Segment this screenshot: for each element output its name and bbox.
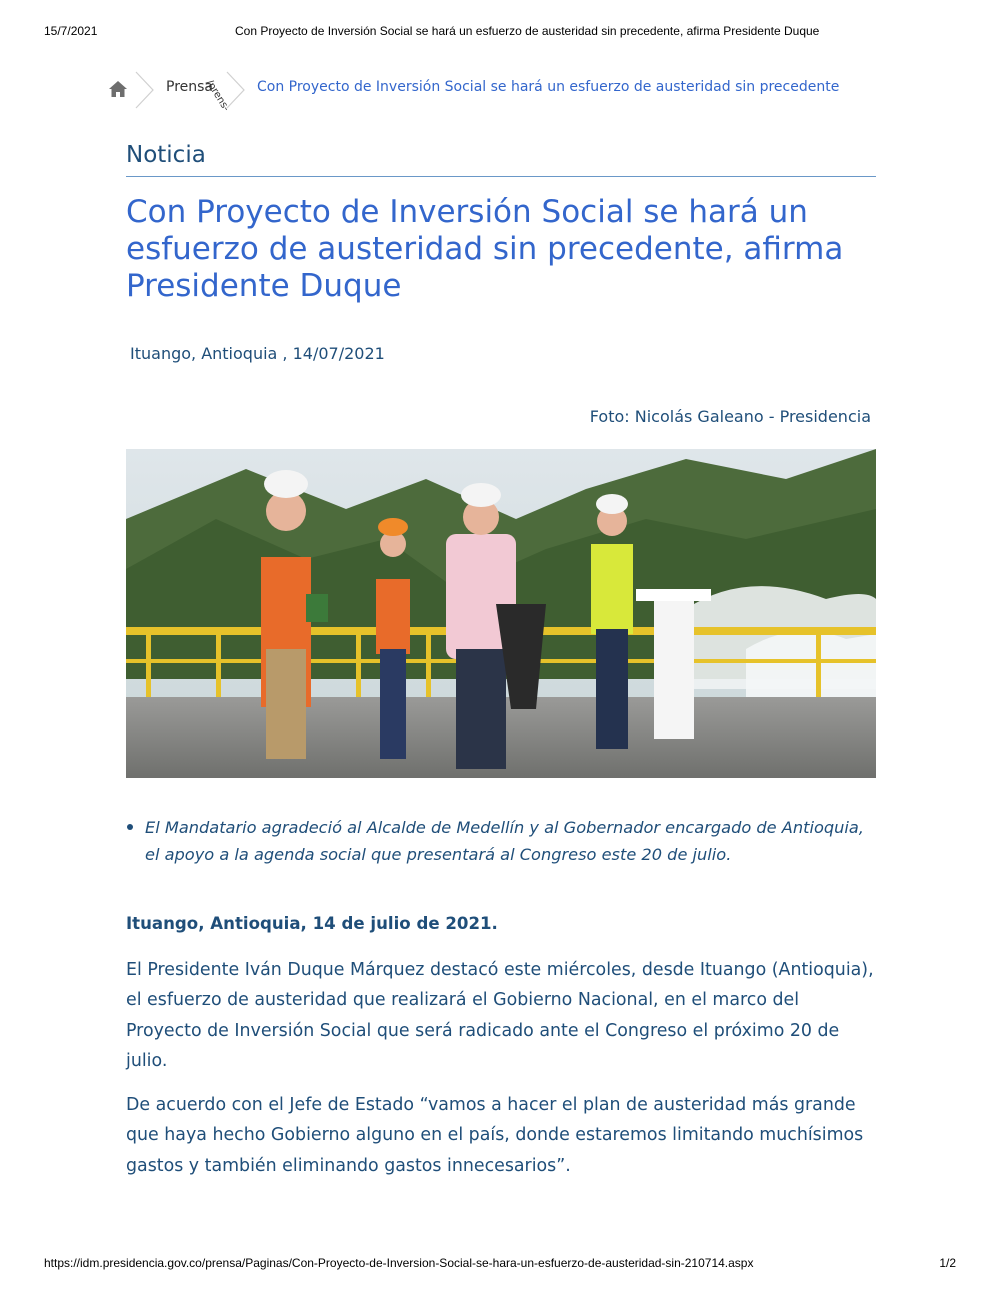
article-photo [126, 449, 876, 778]
photo-credit: Foto: Nicolás Galeano - Presidencia [589, 407, 871, 426]
list-item: El Mandatario agradeció al Alcalde de Medellín y al Gobernador encargado de Antioquia, el apoyo a la agenda social que presentará al Congreso este 20 de julio. [126, 814, 878, 868]
print-url: https://idm.presidencia.gov.co/prensa/Paginas/Con-Proyecto-de-Inversion-Social-se-hara-un-esfuerzo-de-austeridad-sin-210714.aspx [44, 1256, 754, 1270]
breadcrumb-item-current[interactable]: Con Proyecto de Inversión Social se hará un esfuerzo de austeridad sin precedente [257, 79, 840, 95]
article-paragraph: De acuerdo con el Jefe de Estado “vamos a hacer el plan de austeridad más grande que haya hecho Gobierno alguno en el país, donde estaremos limitando muchísimos gastos y también eliminando gastos innecesarios”. [126, 1095, 864, 1176]
article-paragraph: El Presidente Iván Duque Márquez destacó este miércoles, desde Ituango (Antioquia), el esfuerzo de austeridad que realizará el Gobierno Nacional, en el marco del Proyecto de Inversión Social que será radicado ante el Congreso el próximo 20 de julio. [126, 960, 874, 1072]
chevron-right-icon [224, 70, 248, 110]
article-headline: Con Proyecto de Inversión Social se hará un esfuerzo de austeridad sin precedente, afirma Presidente Duque [126, 194, 844, 304]
article-lead: Ituango, Antioquia, 14 de julio de 2021. [126, 914, 498, 933]
home-icon[interactable] [107, 78, 129, 100]
breadcrumb-item-prensa[interactable]: Prensa [166, 79, 214, 95]
print-title: Con Proyecto de Inversión Social se hará un esfuerzo de austeridad sin precedente, afirma Presidente Duque [235, 24, 820, 38]
page-number: 1/2 [939, 1256, 956, 1270]
breadcrumb-slug: /prens- [203, 78, 232, 114]
divider [126, 176, 876, 177]
chevron-right-icon [133, 70, 157, 110]
article-dateline: Ituango, Antioquia , 14/07/2021 [130, 344, 385, 363]
print-date: 15/7/2021 [44, 24, 98, 38]
summary-list [126, 814, 878, 868]
section-label: Noticia [126, 142, 206, 168]
breadcrumb [104, 66, 896, 114]
